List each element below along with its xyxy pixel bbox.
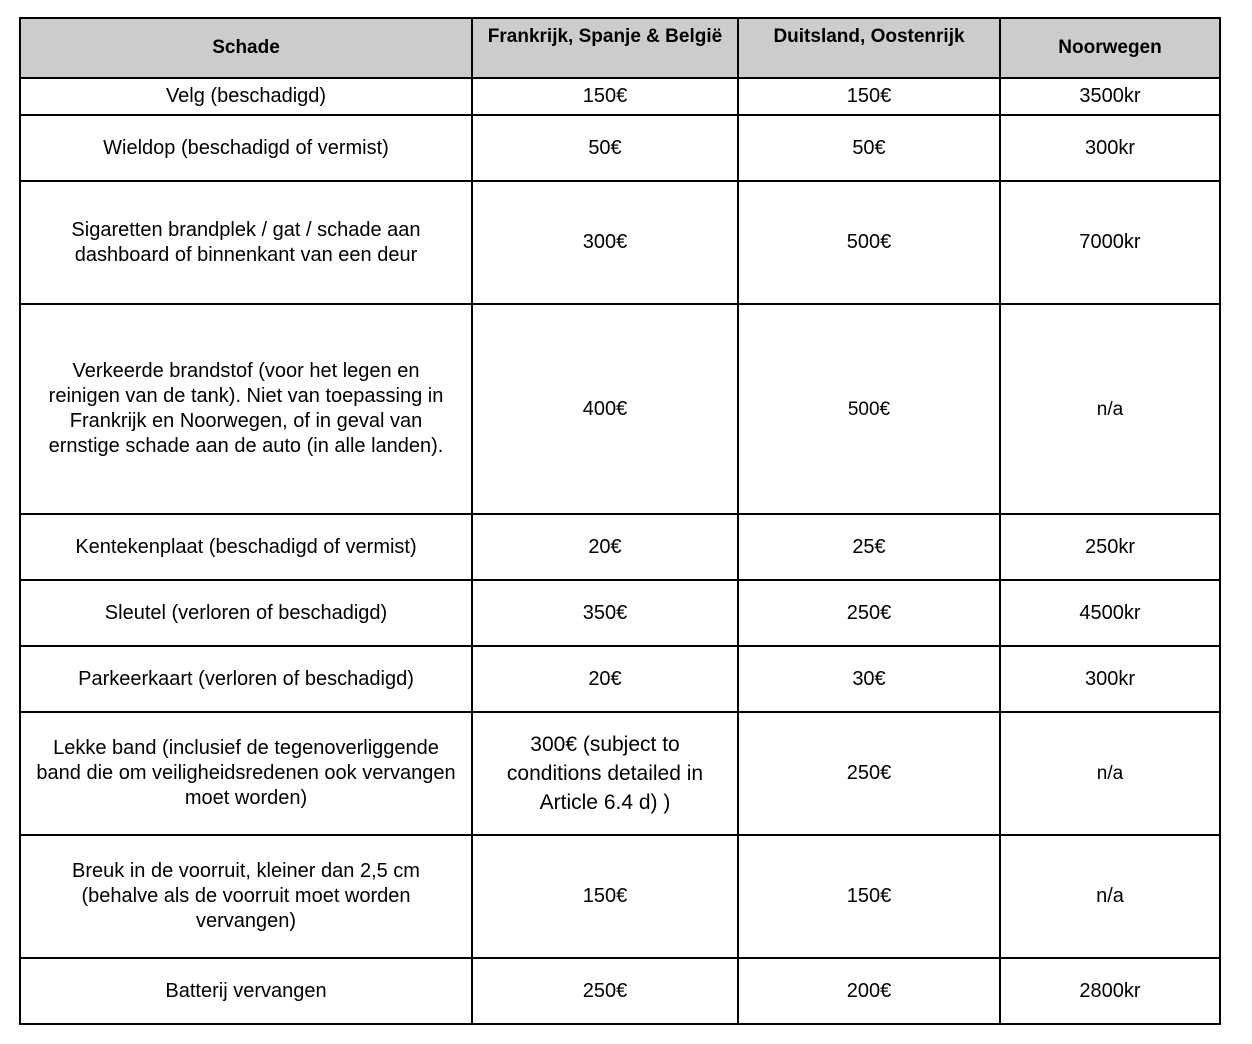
table-row [20, 958, 1220, 1024]
fee-cell-fr-es-be: 350€ [472, 580, 738, 646]
header-row [20, 18, 1220, 78]
fee-cell-no: n/a [1000, 304, 1220, 514]
damage-cell: Breuk in de voorruit, kleiner dan 2,5 cm (behalve als de voorruit moet worden vervangen) [20, 835, 472, 958]
fee-cell-fr-es-be: 150€ [472, 835, 738, 958]
header-germany-austria: Duitsland, Oostenrijk [738, 18, 1000, 78]
table-row [20, 835, 1220, 958]
damage-cell: Kentekenplaat (beschadigd of vermist) [20, 514, 472, 580]
fee-cell-de-at: 30€ [738, 646, 1000, 712]
damage-cell: Lekke band (inclusief de tegenoverliggende band die om veiligheidsredenen ook vervangen moet worden) [20, 712, 472, 835]
table-row [20, 646, 1220, 712]
fee-cell-de-at: 150€ [738, 835, 1000, 958]
fee-cell-de-at: 250€ [738, 712, 1000, 835]
table-row [20, 580, 1220, 646]
damage-cell: Verkeerde brandstof (voor het legen en reinigen van de tank). Niet van toepassing in Frankrijk en Noorwegen, of in geval van ernstige schade aan de auto (in alle landen). [20, 304, 472, 514]
table-row [20, 304, 1220, 514]
table-row [20, 78, 1220, 115]
fee-cell-no: n/a [1000, 835, 1220, 958]
table-row [20, 181, 1220, 304]
damage-cell: Wieldop (beschadigd of vermist) [20, 115, 472, 181]
fee-cell-fr-es-be: 300€ [472, 181, 738, 304]
damage-cell: Sleutel (verloren of beschadigd) [20, 580, 472, 646]
damage-cell: Parkeerkaart (verloren of beschadigd) [20, 646, 472, 712]
table-row [20, 514, 1220, 580]
damage-cell: Sigaretten brandplek / gat / schade aan dashboard of binnenkant van een deur [20, 181, 472, 304]
fee-cell-no: 4500kr [1000, 580, 1220, 646]
fee-cell-de-at: 500€ [738, 304, 1000, 514]
damage-cell: Velg (beschadigd) [20, 78, 472, 115]
fee-cell-fr-es-be: 400€ [472, 304, 738, 514]
fee-cell-no: 7000kr [1000, 181, 1220, 304]
fee-cell-de-at: 500€ [738, 181, 1000, 304]
table-row [20, 115, 1220, 181]
fee-cell-fr-es-be: 20€ [472, 514, 738, 580]
header-france-spain-belgium: Frankrijk, Spanje & België [472, 18, 738, 78]
table-row [20, 712, 1220, 835]
fee-cell-fr-es-be: 50€ [472, 115, 738, 181]
fee-cell-no: n/a [1000, 712, 1220, 835]
header-norway: Noorwegen [1000, 18, 1220, 78]
fee-cell-de-at: 250€ [738, 580, 1000, 646]
fee-cell-de-at: 25€ [738, 514, 1000, 580]
fee-cell-fr-es-be: 20€ [472, 646, 738, 712]
damage-fee-table [19, 17, 1221, 1025]
fee-cell-no: 3500kr [1000, 78, 1220, 115]
fee-cell-no: 300kr [1000, 646, 1220, 712]
fee-cell-de-at: 50€ [738, 115, 1000, 181]
fee-cell-fr-es-be: 150€ [472, 78, 738, 115]
fee-cell-no: 2800kr [1000, 958, 1220, 1024]
fee-cell-no: 300kr [1000, 115, 1220, 181]
fee-cell-fr-es-be: 250€ [472, 958, 738, 1024]
damage-cell: Batterij vervangen [20, 958, 472, 1024]
fee-cell-de-at: 200€ [738, 958, 1000, 1024]
fee-cell-no: 250kr [1000, 514, 1220, 580]
fee-cell-de-at: 150€ [738, 78, 1000, 115]
header-damage: Schade [20, 18, 472, 78]
fee-cell-fr-es-be: 300€ (subject to conditions detailed in Article 6.4 d) ) [472, 712, 738, 835]
